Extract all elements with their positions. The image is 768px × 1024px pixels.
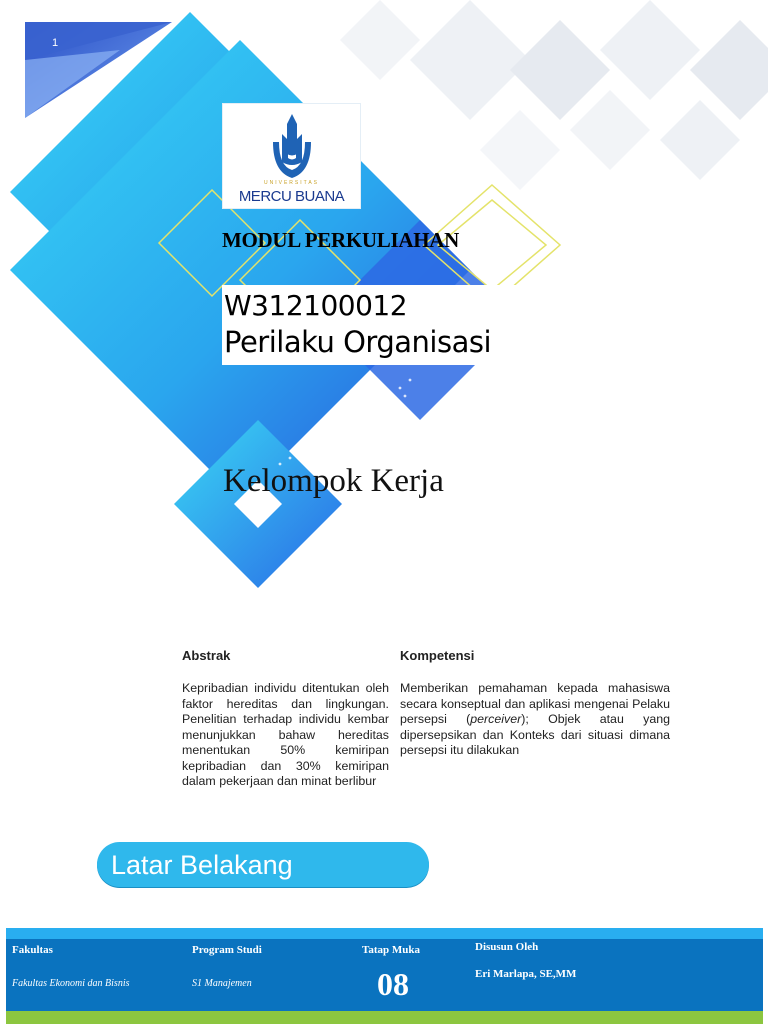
grey-diamond-pattern	[340, 0, 768, 190]
footer-tatap-muka-label: Tatap Muka	[362, 944, 420, 956]
logo-university-small: UNIVERSITAS	[264, 180, 319, 186]
module-title: MODUL PERKULIAHAN	[222, 228, 459, 252]
footer-green-strip	[6, 1011, 763, 1024]
abstrak-heading: Abstrak	[182, 648, 231, 663]
university-logo	[223, 104, 360, 208]
logo-emblem-icon	[267, 112, 317, 180]
kompetensi-text-before: Memberikan pemahaman kepada mahasiswa secara konseptual dan aplikasi mengenai Pelaku persepsi (	[400, 681, 670, 726]
footer-disusun-label: Disusun Oleh	[475, 941, 539, 953]
kompetensi-text	[400, 681, 670, 759]
footer-tatap-muka-value: 08	[377, 966, 409, 1002]
latar-belakang-banner	[97, 842, 429, 887]
abstrak-text: Kepribadian individu ditentukan oleh faktor hereditas dan lingkungan. Penelitian terhadap individu kembar menunjukkan bahaw hereditas menentukan 50% kemiripan kepribadian dan 30% kemiripan dalam pekerjaan dan minat berlibur	[182, 681, 389, 788]
footer-fakultas-value: Fakultas Ekonomi dan Bisnis	[12, 978, 130, 989]
topic-title: Kelompok Kerja	[223, 463, 444, 499]
footer-prodi-value: S1 Manajemen	[192, 978, 252, 989]
course-name: Perilaku Organisasi	[224, 325, 492, 359]
course-box	[222, 285, 540, 365]
footer-top-strip	[6, 928, 763, 939]
kompetensi-text-after: ); Objek atau yang dipersepsikan dan Konteks dari situasi dimana persepsi itu dilakukan	[400, 712, 670, 757]
footer-bar	[6, 939, 763, 1011]
footer-fakultas-label: Fakultas	[12, 944, 53, 956]
footer-disusun-value: Eri Marlapa, SE,MM	[475, 968, 577, 980]
latar-belakang-label: Latar Belakang	[111, 850, 293, 880]
kompetensi-heading: Kompetensi	[400, 648, 475, 663]
page-number: 1	[52, 37, 59, 49]
kompetensi-text-italic: perceiver	[470, 712, 522, 726]
course-code: W312100012	[224, 289, 408, 322]
footer-prodi-label: Program Studi	[192, 944, 262, 956]
logo-university-name: MERCU BUANA	[238, 188, 345, 205]
